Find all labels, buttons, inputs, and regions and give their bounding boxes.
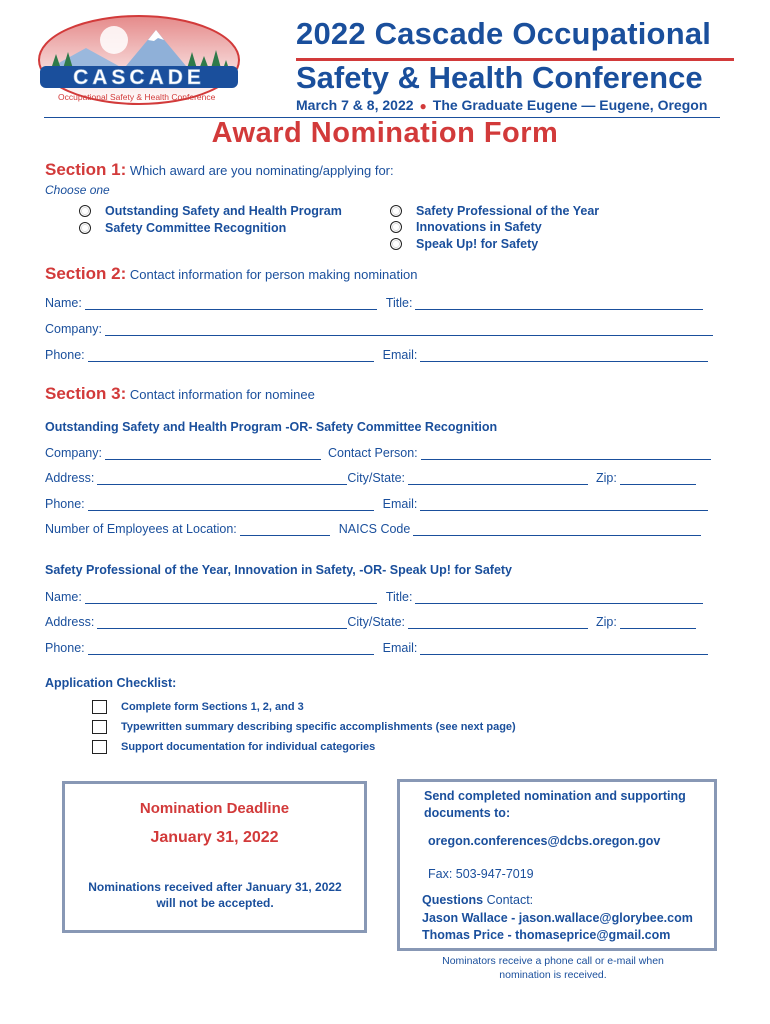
section3-label: Section 3: xyxy=(45,384,127,403)
org-address-field[interactable] xyxy=(97,474,347,485)
nominator-notice: Nominators receive a phone call or e-mail when nomination is received. xyxy=(442,955,664,981)
checkbox[interactable] xyxy=(92,700,107,714)
contact-jason-wallace[interactable]: Jason Wallace - jason.wallace@glorybee.com xyxy=(422,911,693,925)
radio-button[interactable] xyxy=(390,205,402,217)
org-zip-field[interactable] xyxy=(620,474,696,485)
person-name-row xyxy=(45,590,706,604)
email-label: Email: xyxy=(382,497,418,511)
address-label: Address: xyxy=(45,615,95,629)
naics-label: NAICS Code xyxy=(338,522,411,536)
option-safety-committee[interactable] xyxy=(79,221,286,235)
nominator-name-field[interactable] xyxy=(85,299,377,310)
option-label: Safety Committee Recognition xyxy=(105,221,287,235)
nominator-email-field[interactable] xyxy=(420,351,708,362)
logo-wordmark: CASCADE xyxy=(73,66,205,89)
group1-heading: Outstanding Safety and Health Program -OR- Safety Committee Recognition xyxy=(45,420,498,434)
name-label: Name: xyxy=(45,296,82,310)
questions-suffix: Contact: xyxy=(483,893,534,907)
company-label: Company: xyxy=(45,322,102,336)
nominator-company-field[interactable] xyxy=(105,325,713,336)
checklist-item[interactable] xyxy=(92,700,304,714)
nominator-name-row xyxy=(45,296,706,310)
radio-button[interactable] xyxy=(390,221,402,233)
option-label: Speak Up! for Safety xyxy=(416,237,539,251)
conference-dates: March 7 & 8, 2022 xyxy=(296,97,414,113)
name-label: Name: xyxy=(45,590,82,604)
conference-venue: The Graduate Eugene — Eugene, Oregon xyxy=(432,97,708,113)
checklist-item[interactable] xyxy=(92,740,375,754)
contact-thomas-price[interactable]: Thomas Price - thomaseprice@gmail.com xyxy=(422,928,671,942)
choose-one-hint: Choose one xyxy=(45,183,110,197)
person-phone-row xyxy=(45,641,711,655)
phone-label: Phone: xyxy=(45,641,85,655)
option-label: Innovations in Safety xyxy=(416,220,542,234)
section1-text: Which award are you nominating/applying for: xyxy=(129,163,394,178)
deadline-date: January 31, 2022 xyxy=(150,829,279,846)
submission-email-link[interactable]: oregon.conferences@dcbs.oregon.gov xyxy=(428,834,661,848)
org-company-field[interactable] xyxy=(105,449,321,460)
checklist-item-label: Typewritten summary describing specific accomplishments (see next page) xyxy=(121,721,516,733)
nominator-title-field[interactable] xyxy=(415,299,703,310)
radio-button[interactable] xyxy=(390,238,402,250)
questions-contact-heading xyxy=(422,893,533,907)
person-zip-field[interactable] xyxy=(620,618,696,629)
send-instructions: Send completed nomination and supporting documents to: xyxy=(424,789,686,820)
checkbox[interactable] xyxy=(92,720,107,734)
option-outstanding-program[interactable] xyxy=(79,204,342,218)
conference-title-line2: Safety & Health Conference xyxy=(296,60,703,95)
org-address-row xyxy=(45,471,699,485)
radio-button[interactable] xyxy=(79,222,91,234)
group2-heading: Safety Professional of the Year, Innovation in Safety, -OR- Speak Up! for Safety xyxy=(45,563,513,577)
option-innovations[interactable] xyxy=(390,220,542,234)
checklist-item-label: Complete form Sections 1, 2, and 3 xyxy=(121,701,304,713)
person-address-row xyxy=(45,615,699,629)
title-label: Title: xyxy=(385,296,413,310)
section1-label: Section 1: xyxy=(45,160,127,179)
city-state-label: City/State: xyxy=(347,471,406,485)
option-label: Safety Professional of the Year xyxy=(416,204,600,218)
org-company-row xyxy=(45,446,714,460)
checklist-heading: Application Checklist: xyxy=(45,676,177,690)
deadline-label: Nomination Deadline xyxy=(139,800,290,817)
radio-button[interactable] xyxy=(79,205,91,217)
org-email-field[interactable] xyxy=(420,500,708,511)
nominator-phone-field[interactable] xyxy=(88,351,374,362)
fax-number: Fax: 503-947-7019 xyxy=(428,867,534,881)
conference-title-line1: 2022 Cascade Occupational xyxy=(296,16,712,51)
address-label: Address: xyxy=(45,471,95,485)
person-title-field[interactable] xyxy=(415,593,703,604)
deadline-note: Nominations received after January 31, 2022 will not be accepted. xyxy=(88,880,342,910)
nominator-company-row xyxy=(45,322,716,336)
person-email-field[interactable] xyxy=(420,644,708,655)
bullet-icon: ● xyxy=(419,99,427,113)
org-city-state-field[interactable] xyxy=(408,474,588,485)
org-employees-row xyxy=(45,522,704,536)
checklist-item[interactable] xyxy=(92,720,516,734)
option-safety-professional[interactable] xyxy=(390,204,599,218)
zip-label: Zip: xyxy=(596,471,617,485)
section3-heading xyxy=(45,384,315,404)
org-phone-field[interactable] xyxy=(88,500,374,511)
option-speak-up[interactable] xyxy=(390,237,538,251)
checklist-item-label: Support documentation for individual categories xyxy=(121,741,376,753)
section2-heading xyxy=(45,264,417,284)
option-label: Outstanding Safety and Health Program xyxy=(105,204,342,218)
org-contact-person-field[interactable] xyxy=(421,449,711,460)
section2-label: Section 2: xyxy=(45,264,127,283)
company-label: Company: xyxy=(45,446,102,460)
checkbox[interactable] xyxy=(92,740,107,754)
email-label: Email: xyxy=(382,348,418,362)
form-title: Award Nomination Form xyxy=(211,117,559,149)
person-address-field[interactable] xyxy=(97,618,347,629)
person-city-state-field[interactable] xyxy=(408,618,588,629)
title-label: Title: xyxy=(385,590,413,604)
org-phone-row xyxy=(45,497,711,511)
questions-label: Questions xyxy=(422,893,484,907)
employees-label: Number of Employees at Location: xyxy=(45,522,237,536)
phone-label: Phone: xyxy=(45,497,85,511)
person-name-field[interactable] xyxy=(85,593,377,604)
person-phone-field[interactable] xyxy=(88,644,374,655)
contact-person-label: Contact Person: xyxy=(327,446,418,460)
email-label: Email: xyxy=(382,641,418,655)
city-state-label: City/State: xyxy=(347,615,406,629)
nominator-phone-row xyxy=(45,348,711,362)
phone-label: Phone: xyxy=(45,348,85,362)
naics-field[interactable] xyxy=(413,525,701,536)
logo-tagline: Occupational Safety & Health Conference xyxy=(58,92,216,102)
section1-heading xyxy=(45,160,394,180)
section2-text: Contact information for person making nomination xyxy=(129,267,418,282)
conference-dates-venue xyxy=(296,97,707,113)
zip-label: Zip: xyxy=(596,615,617,629)
employees-field[interactable] xyxy=(240,525,330,536)
section3-text: Contact information for nominee xyxy=(129,387,315,402)
